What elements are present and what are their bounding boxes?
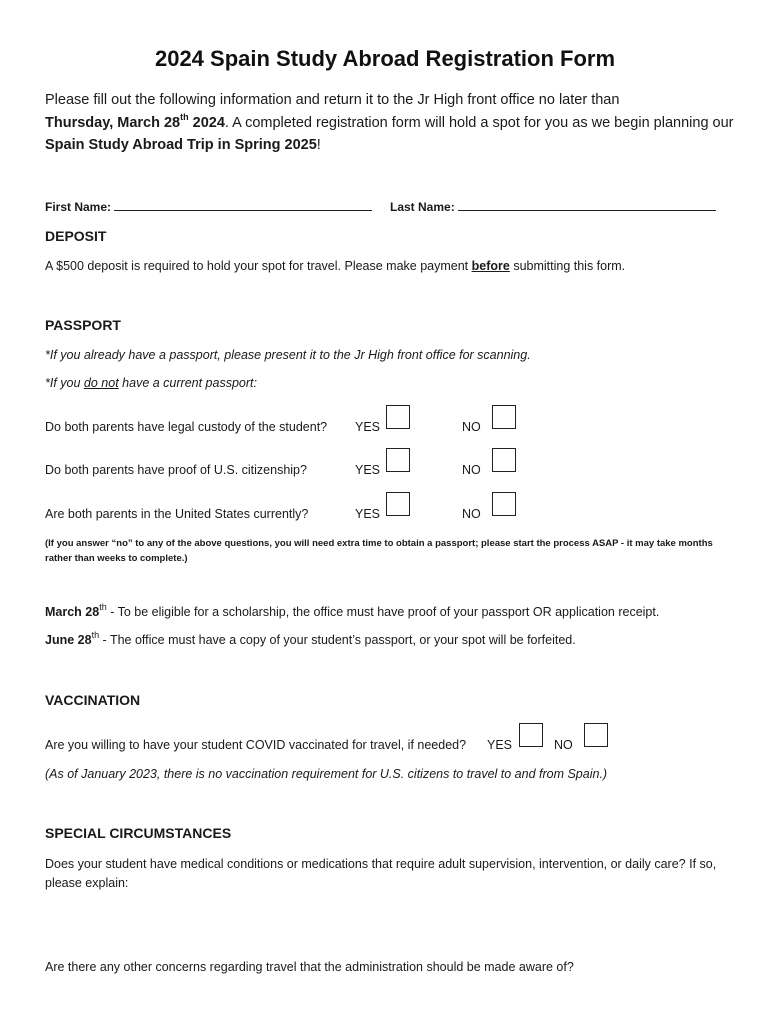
special-question-1: Does your student have medical conditions or medications that require adult supervision, intervention, or daily care? If so, please explain: [45,857,717,890]
date-deadline-2 [45,629,576,647]
passport-heading: PASSPORT [45,317,121,333]
first-name-row [45,199,372,214]
passport-note-1: *If you already have a passport, please present it to the Jr High front office for scanning. [45,348,531,362]
q3-no-checkbox[interactable] [492,492,516,516]
last-name-row [390,199,716,214]
vaccination-yes-checkbox[interactable] [519,723,543,747]
vaccination-yes-label: YES [487,738,513,752]
page-title: 2024 Spain Study Abroad Registration Form [154,46,616,71]
intro-deadline [45,111,225,131]
date-1-sup: th [99,601,107,612]
deposit-text-2: submitting this form. [509,259,626,273]
last-name-label: Last Name: [390,200,455,214]
date-2-text: - The office must have a copy of your student’s passport, or your spot will be forfeited. [99,633,576,647]
q2-yes-label: YES [355,463,381,477]
q1-yes-label: YES [355,420,381,434]
first-name-field[interactable] [114,199,372,211]
passport-question-2: Do both parents have proof of U.S. citizenship? [45,463,307,477]
vaccination-note: (As of January 2023, there is no vaccination requirement for U.S. citizens to travel to and from Spain.) [45,767,608,781]
date-deadline-1 [45,601,660,619]
special-question-2: Are there any other concerns regarding travel that the administration should be made aware of? [45,960,574,974]
passport-warning: (If you answer “no” to any of the above questions, you will need extra time to obtain a passport; please start the process ASAP - it may take months rather than weeks to complete.) [45,538,713,564]
intro-paragraph [45,89,735,157]
q3-yes-checkbox[interactable] [386,492,410,516]
intro-trip: Spain Study Abroad Trip in Spring 2025 [45,137,317,153]
passport-note-2-underlined: do not [83,376,119,390]
deposit-text-1: A $500 deposit is required to hold your spot for travel. Please make payment [45,259,472,273]
special-answer-2-area[interactable] [45,982,735,1020]
q3-no-label: NO [462,507,481,521]
intro-text-2: . A completed registration form will hold a spot for you as we begin planning our [224,114,734,131]
deposit-text [45,259,625,273]
intro-text-1: Please fill out the following information and return it to the Jr High front office no later than [45,92,620,108]
passport-note-2b: have a current passport: [118,376,257,390]
q2-no-label: NO [462,463,481,477]
date-2-label: June 28 [45,633,92,647]
vaccination-no-label: NO [554,738,573,752]
special-circumstances-heading: SPECIAL CIRCUMSTANCES [45,825,232,841]
deadline-day: Thursday, March 28 [45,114,181,131]
vaccination-question: Are you willing to have your student COVID vaccinated for travel, if needed? [45,738,467,752]
special-answer-1-area[interactable] [45,892,735,947]
vaccination-no-checkbox[interactable] [584,723,608,747]
deadline-sup: th [180,111,189,122]
date-1-label: March 28 [45,605,100,619]
q1-no-checkbox[interactable] [492,405,516,429]
q1-no-label: NO [462,420,481,434]
q3-yes-label: YES [355,507,381,521]
passport-note-2a: *If you [45,376,84,390]
date-1-text: - To be eligible for a scholarship, the office must have proof of your passport OR application receipt. [106,605,660,619]
q2-yes-checkbox[interactable] [386,448,410,472]
deadline-year: 2024 [188,114,225,131]
q1-yes-checkbox[interactable] [386,405,410,429]
deposit-emphasis: before [471,259,510,273]
intro-text-3: ! [316,137,321,153]
date-2-sup: th [91,629,100,640]
first-name-label: First Name: [45,200,112,214]
deposit-heading: DEPOSIT [45,228,107,244]
q2-no-checkbox[interactable] [492,448,516,472]
vaccination-heading: VACCINATION [45,692,141,708]
passport-question-3: Are both parents in the United States currently? [45,507,309,521]
passport-question-1: Do both parents have legal custody of the student? [45,420,328,434]
last-name-field[interactable] [458,199,716,211]
passport-note-2 [45,376,257,390]
